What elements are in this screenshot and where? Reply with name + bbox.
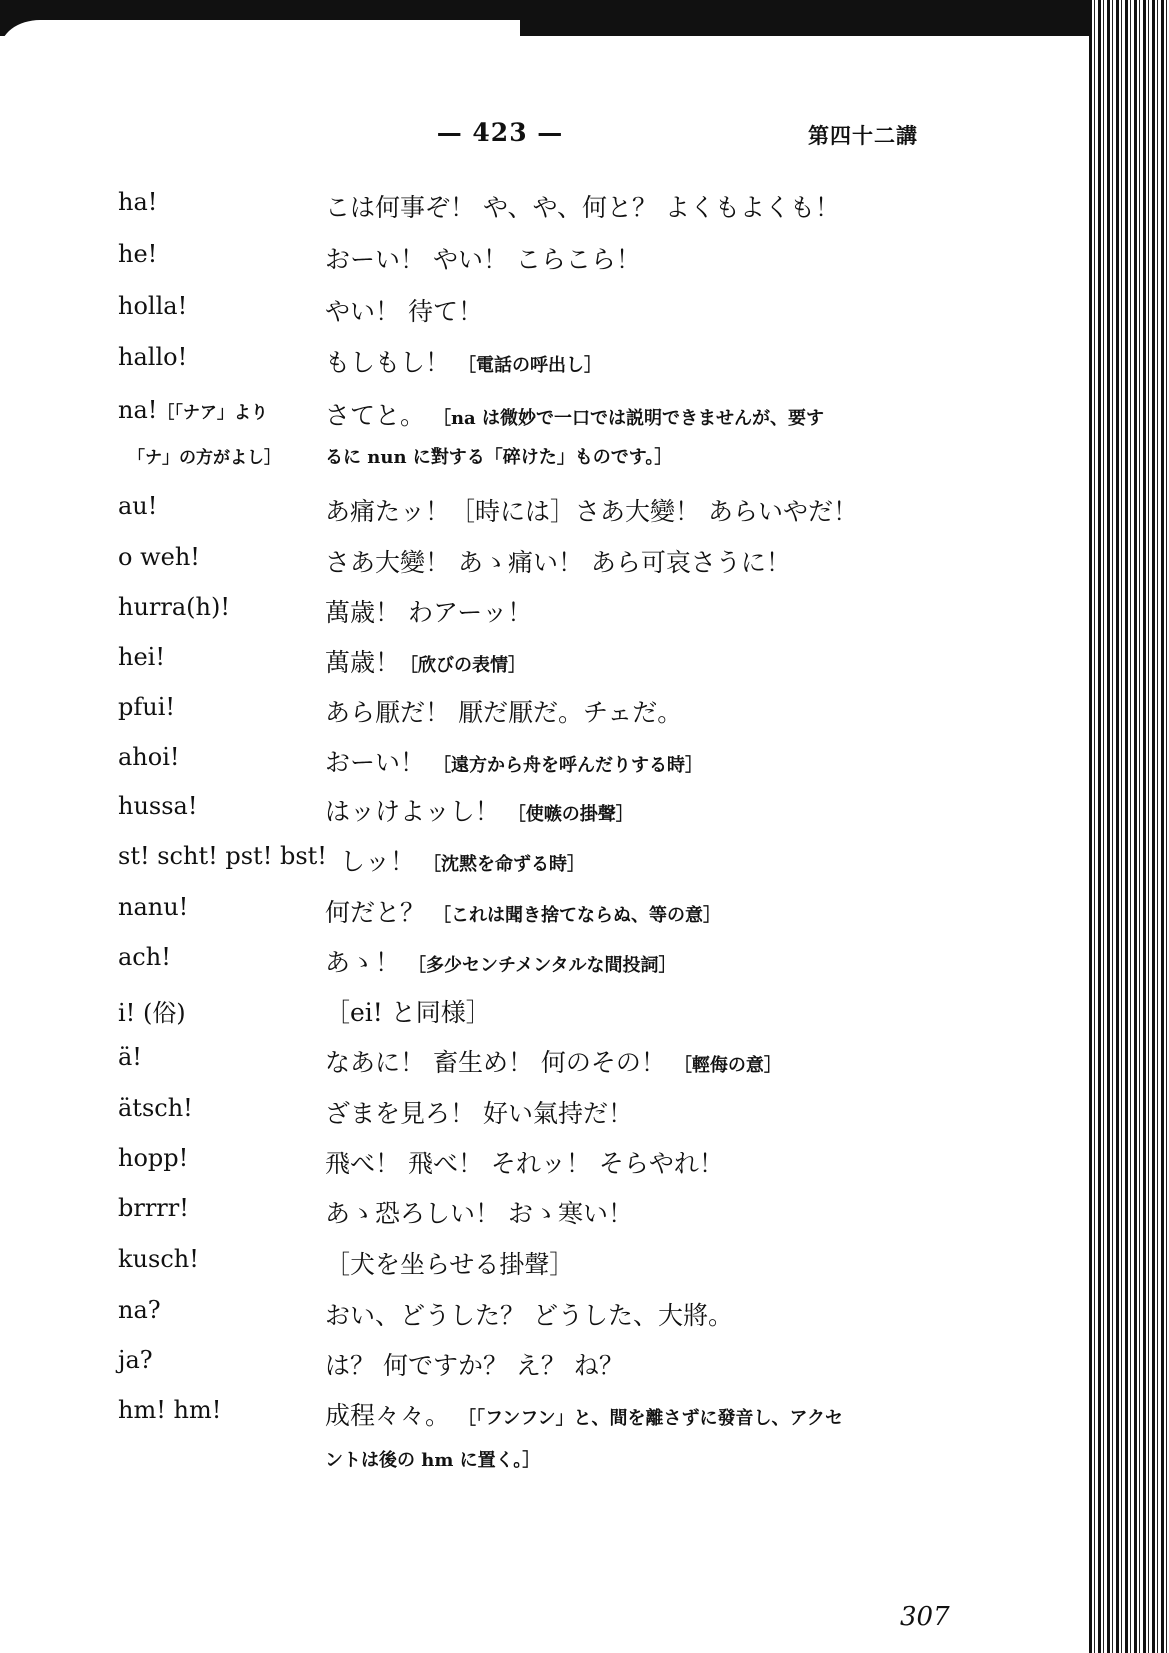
gloss-note: るに nun に對する「碎けた」ものです。］ [325, 447, 673, 468]
gloss-text: あゝ！ [325, 948, 401, 977]
gloss-text: 萬歳！ [325, 648, 401, 677]
gloss-note: ［遠方から舟を呼んだりする時］ [432, 755, 703, 776]
entry-gloss: あ痛たッ！［時には］さあ大變！ あらいやだ！ [325, 497, 858, 526]
gloss-text: さてと。 [325, 401, 426, 430]
entry-gloss [340, 842, 960, 878]
entry-term: na? [118, 1296, 161, 1324]
entry-gloss [325, 1396, 945, 1432]
entry-gloss: 萬歳！ わアーッ！ [325, 598, 533, 627]
book-page-edges [1089, 0, 1169, 1653]
term-text: na! [118, 396, 158, 424]
folio-number: 307 [900, 1602, 950, 1632]
entry-gloss: ざまを見ろ！ 好い氣持だ！ [325, 1099, 633, 1128]
entry-term: pfui! [118, 693, 176, 721]
gloss-note: ［輕侮の意］ [673, 1055, 782, 1076]
gloss-text: おーい！ [325, 748, 426, 777]
entry-gloss [325, 343, 945, 379]
entry-gloss [325, 943, 945, 979]
entry-gloss [325, 792, 945, 828]
entry-term: ha! [118, 188, 158, 216]
gloss-text: しッ！ [340, 847, 416, 876]
entry-term: hallo! [118, 343, 188, 371]
entry-term: st! scht! pst! bst! [118, 842, 327, 870]
entry-term: kusch! [118, 1245, 199, 1273]
gloss-note: ［多少センチメンタルな間投詞］ [407, 955, 677, 976]
entry-gloss: ［ei! と同様］ [325, 998, 491, 1027]
entry-gloss [325, 643, 945, 679]
entry-gloss [325, 743, 945, 779]
entry-term: ahoi! [118, 743, 180, 771]
gloss-text: はッけよッし！ [325, 797, 500, 826]
gloss-text: なあに！ 畜生め！ 何のその！ [325, 1048, 666, 1077]
entry-gloss: 飛べ！ 飛べ！ それッ！ そらやれ！ [325, 1149, 724, 1178]
entry-term: ätsch! [118, 1094, 193, 1122]
entry-term: holla! [118, 292, 188, 320]
gloss-note: ［欣びの表情］ [400, 655, 527, 676]
term-note: 「ナ」の方がよし］ [128, 448, 281, 468]
gloss-text: もしもし！ [325, 348, 451, 377]
entry-term: nanu! [118, 893, 189, 921]
entry-term: o weh! [118, 543, 200, 571]
entry-gloss: あら厭だ！ 厭だ厭だ。チェだ。 [325, 698, 683, 727]
entry-gloss: こは何事ぞ！ や、や、何と？ よくもよくも！ [325, 193, 840, 222]
entry-gloss: あゝ恐ろしい！ おゝ寒い！ [325, 1199, 633, 1228]
entry-term: hussa! [118, 792, 198, 820]
gloss-note: ［「フンフン」と、間を離さずに發音し、アクセ [457, 1408, 843, 1429]
entry-term: brrrr! [118, 1194, 189, 1222]
entry-term: ä! [118, 1043, 142, 1071]
running-page-number: — 423 — [436, 118, 564, 147]
gloss-note: ［使嗾の掛聲］ [507, 804, 634, 825]
term-note: ［「ナア」より [157, 403, 268, 423]
entry-gloss: ［犬を坐らせる掛聲］ [325, 1250, 575, 1279]
entry-term: ach! [118, 943, 171, 971]
entry-term: au! [118, 492, 158, 520]
entry-gloss [325, 396, 945, 432]
page-corner [0, 20, 520, 80]
entry-gloss: さあ大變！ あゝ痛い！ あら可哀さうに！ [325, 548, 791, 577]
entry-gloss: おーい！ やい！ こらこら！ [325, 245, 641, 274]
entry-term: he! [118, 240, 158, 268]
entry-gloss: おい、どうした？ どうした、大將。 [325, 1301, 733, 1330]
entry-gloss: やい！ 待て！ [325, 297, 483, 326]
entry-term: hopp! [118, 1144, 189, 1172]
entry-gloss [325, 893, 945, 929]
entry-term [118, 396, 328, 424]
entry-term: i! (俗) [118, 999, 186, 1027]
gloss-note: ［沈黙を命ずる時］ [422, 854, 585, 875]
gloss-text: 何だと？ [325, 898, 426, 927]
gloss-note: ［これは聞き捨てならぬ、等の意］ [432, 905, 721, 926]
gloss-note: ［na は微妙で一口では説明できませんが、要す [432, 408, 824, 429]
entry-term: ja? [118, 1346, 153, 1374]
entry-term: hurra(h)! [118, 593, 230, 621]
entry-gloss [325, 1043, 945, 1079]
gloss-text: 成程々々。 [325, 1401, 451, 1430]
gloss-note: ントは後の hm に置く。］ [325, 1450, 541, 1471]
entry-term: hm! hm! [118, 1396, 222, 1424]
entry-term: hei! [118, 643, 165, 671]
chapter-heading: 第四十二講 [808, 123, 918, 148]
gloss-note: ［電話の呼出し］ [457, 355, 602, 376]
entry-gloss: は？ 何ですか？ え？ ね？ [325, 1351, 624, 1380]
